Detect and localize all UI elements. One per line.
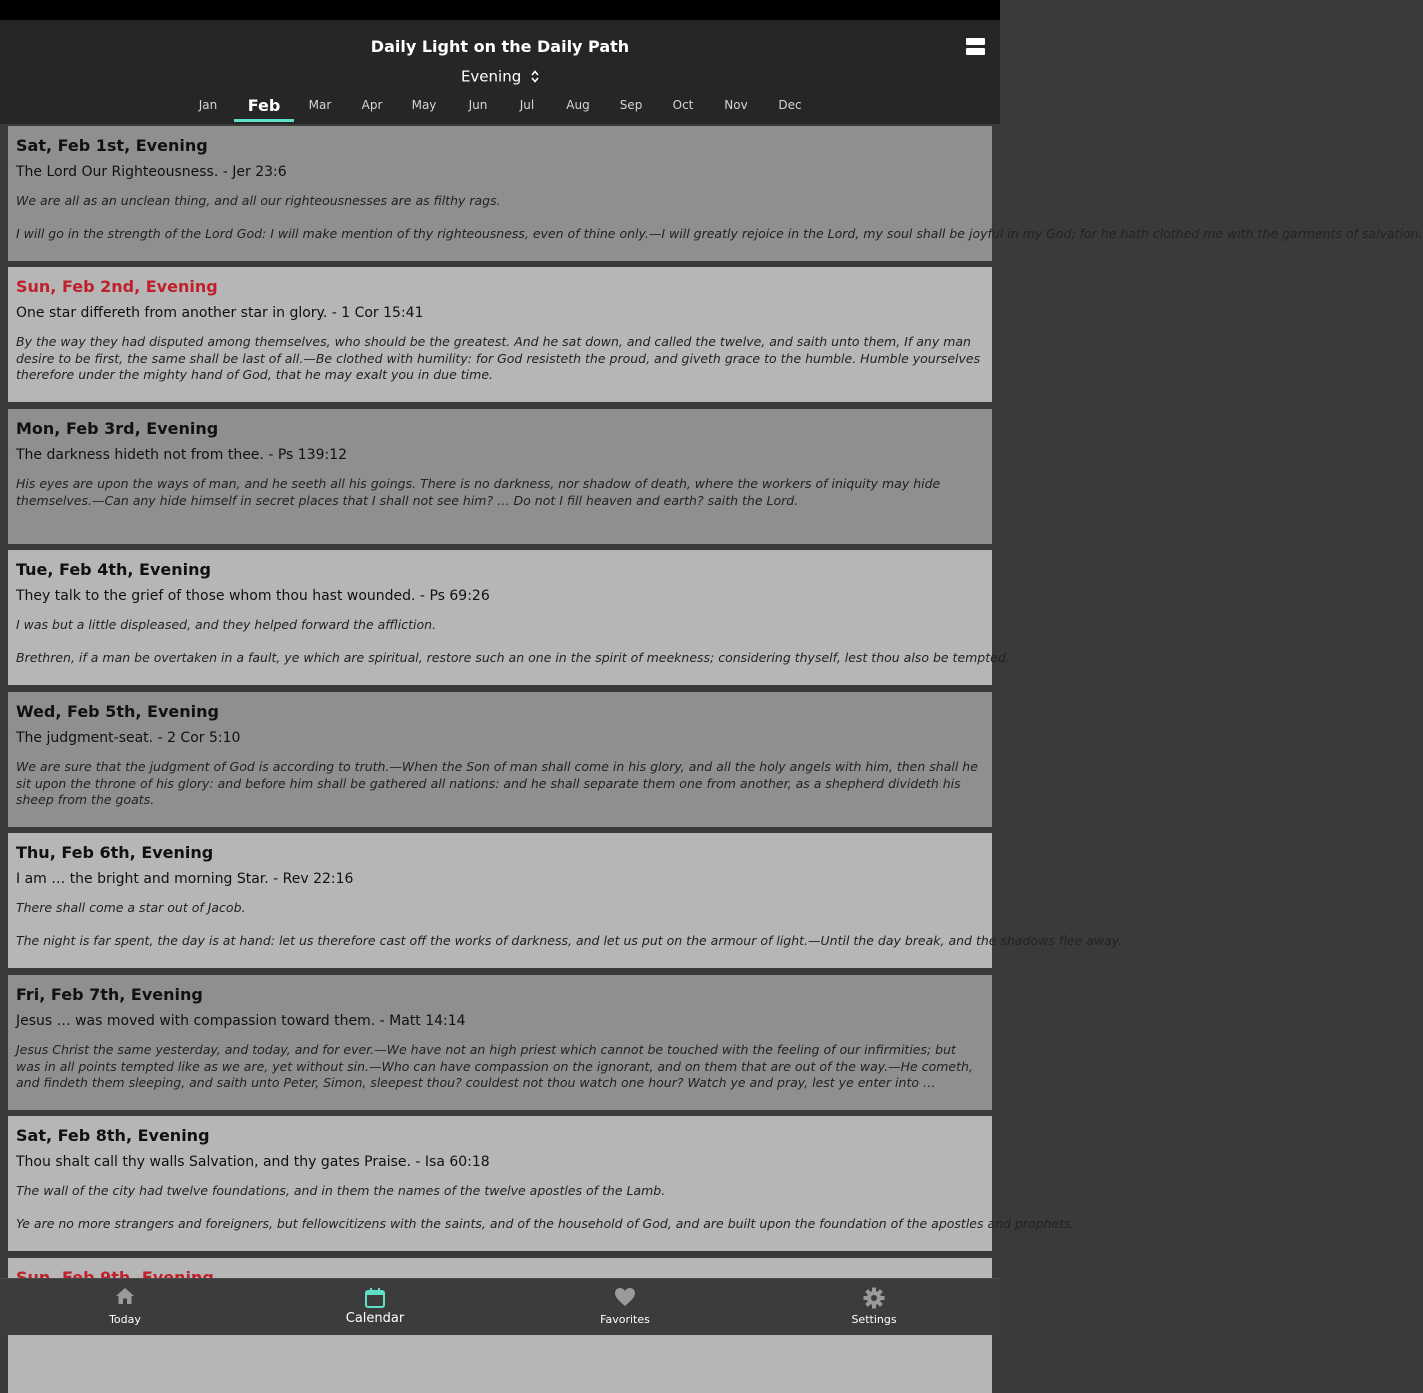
entry-verse: I am … the bright and morning Star. - Rev 22:16	[16, 871, 354, 887]
entry-title: Fri, Feb 7th, Evening	[16, 985, 203, 1004]
layout-icon-bar	[966, 48, 985, 55]
entry-passage: The night is far spent, the day is at hand: let us therefore cast off the works of darkness, and let us put on the armour of light.—Until the day break, and the shadows flee away.	[16, 933, 1123, 948]
list-item[interactable]	[8, 550, 1010, 685]
tab-may[interactable]: May	[411, 98, 437, 112]
tab-favorites[interactable]	[525, 1279, 725, 1335]
list-item[interactable]	[8, 975, 992, 1110]
entry-passage: I will go in the strength of the Lord God: I will make mention of thy righteousness, even of thine only.—I will greatly rejoice in the Lord, my soul shall be joyful in my God; for he hath clothed me with the garments of salvation.	[16, 226, 1423, 241]
entry-title: Sat, Feb 8th, Evening	[16, 1126, 210, 1145]
entry-passage: His eyes are upon the ways of man, and he seeth all his goings. There is no darkness, nor shadow of death, where the workers of iniquity may hide themselves.—Can any hide himself in secret places that I shall not see him? … Do not I fill heaven and earth? saith the Lord.	[16, 476, 941, 508]
tab-sep[interactable]: Sep	[619, 98, 643, 112]
tab-jul[interactable]: Jul	[519, 98, 535, 112]
entry-verse: Jesus … was moved with compassion toward them. - Matt 14:14	[16, 1013, 466, 1029]
list-item[interactable]	[8, 409, 992, 544]
period-label: Evening	[460, 67, 522, 86]
entry-passage: Ye are no more strangers and foreigners, but fellowcitizens with the saints, and of the household of God, and are built upon the foundation of the apostles and prophets.	[16, 1216, 1075, 1231]
list-item[interactable]	[8, 126, 1423, 261]
home-icon	[115, 1287, 135, 1305]
tab-nov[interactable]: Nov	[724, 98, 748, 112]
entry-title: Sat, Feb 1st, Evening	[16, 136, 208, 155]
tab-jun[interactable]: Jun	[468, 98, 488, 112]
tab-oct[interactable]: Oct	[672, 98, 694, 112]
entry-passage: Jesus Christ the same yesterday, and today, and for ever.—We have not an high priest which cannot be touched with the feeling of our infirmities; but was in all points tempted like as we are, yet without sin.—Who can have compassion on the ignorant, and on them that are out of the way.—He cometh, and findeth them sleeping, and saith unto Peter, Simon, sleepest thou? couldest not thou watch one hour? Watch ye and pray, lest ye enter into …	[16, 1042, 973, 1091]
list-item[interactable]	[8, 692, 992, 827]
entry-title: Tue, Feb 4th, Evening	[16, 560, 211, 579]
tab-label: Today	[109, 1313, 141, 1326]
active-month-indicator	[234, 119, 294, 122]
entry-verse: Thou shalt call thy walls Salvation, and thy gates Praise. - Isa 60:18	[16, 1154, 490, 1170]
readings-list[interactable]	[0, 124, 1423, 1278]
list-item[interactable]	[8, 267, 992, 402]
heart-icon	[614, 1287, 636, 1307]
entry-verse: The darkness hideth not from thee. - Ps 139:12	[16, 447, 348, 463]
tab-bar	[0, 1278, 1000, 1335]
tab-dec[interactable]: Dec	[778, 98, 802, 112]
period-selector[interactable]	[0, 67, 1000, 86]
entry-passage: I was but a little displeased, and they helped forward the affliction.	[16, 617, 437, 632]
entry-title: Thu, Feb 6th, Evening	[16, 843, 214, 862]
entry-title: Mon, Feb 3rd, Evening	[16, 419, 219, 438]
entry-verse: The Lord Our Righteousness. - Jer 23:6	[16, 164, 287, 180]
entry-verse: The judgment-seat. - 2 Cor 5:10	[16, 730, 241, 746]
tab-today[interactable]	[25, 1279, 225, 1335]
tab-calendar[interactable]	[275, 1279, 475, 1335]
tab-aug[interactable]: Aug	[566, 98, 590, 112]
tab-jan[interactable]: Jan	[198, 98, 218, 112]
tab-feb[interactable]: Feb	[247, 96, 281, 115]
list-item[interactable]	[8, 1116, 1075, 1251]
gear-icon	[863, 1287, 885, 1309]
entry-title: Wed, Feb 5th, Evening	[16, 702, 219, 721]
tab-mar[interactable]: Mar	[308, 98, 332, 112]
tab-label: Favorites	[600, 1313, 650, 1326]
entry-passage: Brethren, if a man be overtaken in a fault, ye which are spiritual, restore such an one in the spirit of meekness; considering thyself, lest thou also be tempted.	[16, 650, 1010, 665]
list-item[interactable]	[8, 833, 1123, 968]
calendar-icon	[364, 1287, 386, 1309]
entry-passage: By the way they had disputed among themselves, who should be the greatest. And he sat down, and called the twelve, and saith unto them, If any man desire to be first, the same shall be last of all.—Be clothed with humility: for God resisteth the proud, and giveth grace to the humble. Humble yourselves therefore under the mighty hand of God, that he may exalt you in due time.	[16, 334, 981, 383]
tab-label: Settings	[851, 1313, 897, 1326]
entry-verse: They talk to the grief of those whom thou hast wounded. - Ps 69:26	[16, 588, 490, 604]
status-bar	[0, 0, 1000, 20]
entry-passage: We are all as an unclean thing, and all our righteousnesses are as filthy rags.	[16, 193, 501, 208]
tab-apr[interactable]: Apr	[361, 98, 383, 112]
layout-toggle-button[interactable]	[966, 38, 985, 56]
chevron-updown-icon	[531, 70, 539, 83]
header	[0, 20, 1000, 124]
entry-verse: One star differeth from another star in glory. - 1 Cor 15:41	[16, 305, 424, 321]
entry-passage: We are sure that the judgment of God is according to truth.—When the Son of man shall come in his glory, and all the holy angels with him, then shall he sit upon the throne of his glory: and before him shall be gathered all nations: and he shall separate them one from another, as a shepherd divideth his sheep from the goats.	[16, 759, 978, 808]
page-title: Daily Light on the Daily Path	[370, 37, 630, 56]
tab-settings[interactable]	[774, 1279, 974, 1335]
entry-title: Sun, Feb 2nd, Evening	[16, 277, 218, 296]
layout-icon	[966, 38, 985, 45]
entry-passage: There shall come a star out of Jacob.	[16, 900, 246, 915]
month-tabs	[0, 94, 1000, 122]
entry-passage: The wall of the city had twelve foundations, and in them the names of the twelve apostles of the Lamb.	[16, 1183, 666, 1198]
tab-label: Calendar	[345, 1311, 405, 1326]
